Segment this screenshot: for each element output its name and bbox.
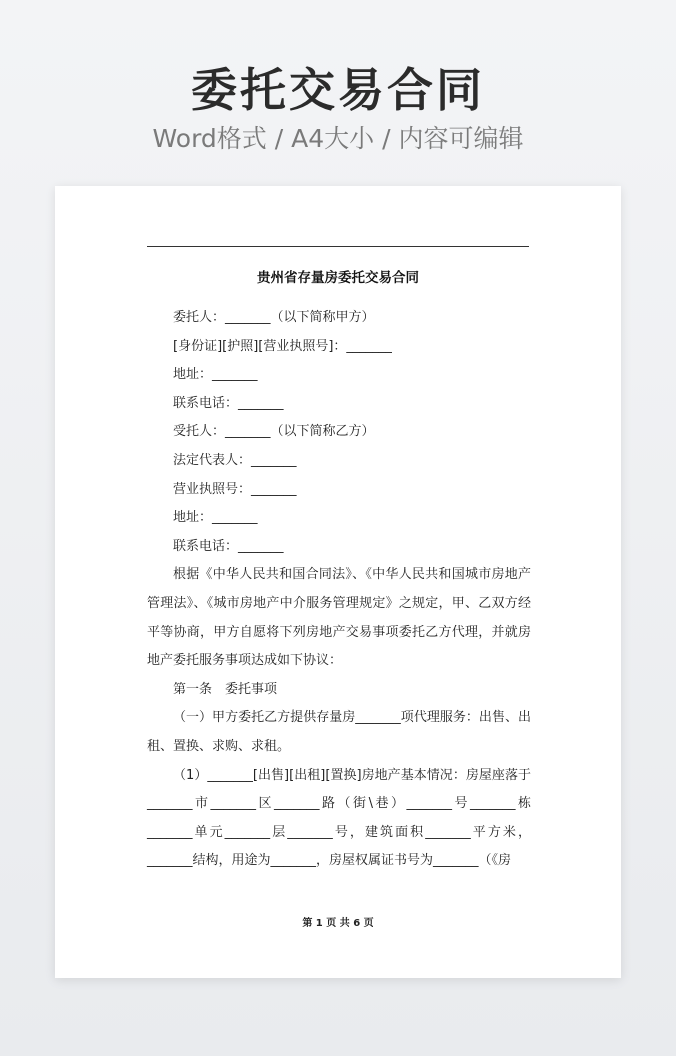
main-title: 委托交易合同 [191,63,485,117]
field-principal-address: 地址：_______ [173,367,258,383]
header [0,62,676,156]
field-legal-representative: 法定代表人：_______ [173,452,297,468]
field-id-number: [身份证][护照][营业执照号]：_______ [173,338,392,354]
field-principal-phone: 联系电话：_______ [173,395,284,411]
field-agent-address: 地址：_______ [173,510,258,526]
field-business-license: 营业执照号：_______ [173,481,297,497]
document-title: 贵州省存量房委托交易合同 [257,270,419,286]
document-body [147,304,531,876]
page-number: 第 1 页 共 6 页 [302,918,374,929]
clause-1: （一）甲方委托乙方提供存量房_______项代理服务：出售、出租、置换、求购、求租。 [147,710,531,754]
field-agent-phone: 联系电话：_______ [173,538,284,554]
intro-paragraph: 根据《中华人民共和国合同法》、《中华人民共和国城市房地产管理法》、《城市房地产中介服务管理规定》之规定，甲、乙双方经平等协商，甲方自愿将下列房地产交易事项委托乙方代理，并就房地产委托服务事项达成如下协议： [147,567,531,669]
header-rule [147,246,529,247]
document-page [55,186,621,978]
clause-1-1: （1）_______[出售][出租][置换]房地产基本情况：房屋座落于_______市_______区_______路（街\巷）_______号_______栋_______单元_______层_______号，建筑面积_______平方米，_______结构，用途为_______，房屋权属证书号为_______（《房 [147,767,531,869]
article-1-heading: 第一条 委托事项 [173,681,278,697]
subtitle: Word格式 / A4大小 / 内容可编辑 [152,124,524,153]
field-principal: 委托人：_______（以下简称甲方） [173,310,375,325]
field-agent: 受托人：_______（以下简称乙方） [173,424,375,440]
